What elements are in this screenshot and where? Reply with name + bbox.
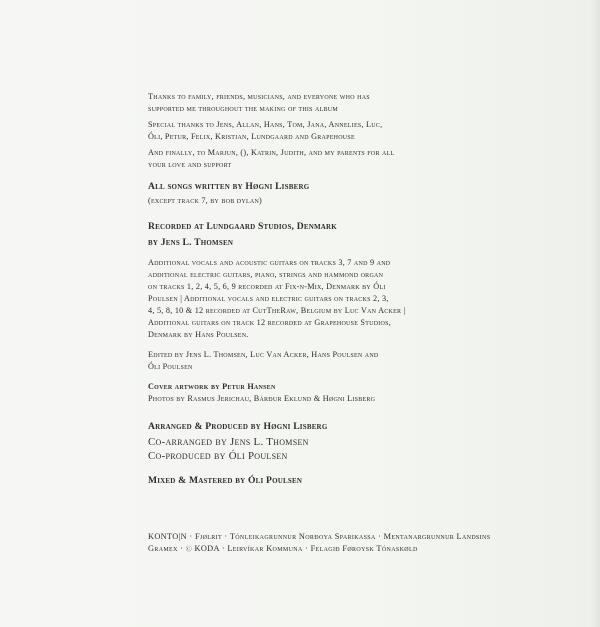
thanks-line-2: supported me throughout the making of this album [148,104,338,113]
page-edge-shadow [590,0,600,627]
co-produced-credit: Co-produced by Óli Poulsen [148,450,288,462]
arranged-produced-credit: Arranged & Produced by Høgni Lisberg [148,421,328,432]
recorded-engineer: by Jens L. Thomsen [148,237,234,248]
additional-line-5: 4, 5, 8, 10 & 12 recorded at CutTheRaw, Belgium by Luc Van Acker | [148,306,406,315]
final-thanks-line-1: And finally, to Marjun, (), Katrin, Judith, and my parents for all [148,148,395,157]
final-thanks-line-2: your love and support [148,160,232,169]
sponsors-line-2: Gramex · ⓒ KODA · Leirvíkar Kommuna · Felagið Føroysk Tónaskøld [148,544,418,553]
edited-line-1: Edited by Jens L. Thomsen, Luc Van Acker, Hans Poulsen and [148,350,379,359]
thanks-line-1: Thanks to family, friends, musicians, and everyone who has [148,92,370,101]
recorded-credit: Recorded at Lundgaard Studios, Denmark [148,221,337,232]
sponsors-line-1: KONTO|N · Fjølrit · Tónleikagrunnur Norðoya Sparikassa · Mentanargrunnur Landsins [148,532,491,541]
additional-line-7: Denmark by Hans Poulsen. [148,330,249,339]
additional-line-2: additional electric guitars, piano, strings and hammond organ [148,270,384,279]
special-thanks-line-2: Óli, Petur, Felix, Kristian, Lundgaard and Grapehouse [148,132,355,141]
special-thanks-line-1: Special thanks to Jens, Allan, Hans, Tom, Jana, Annelies, Luc, [148,120,383,129]
mixed-mastered-credit: Mixed & Mastered by Óli Poulsen [148,475,303,486]
cover-artwork-credit: Cover artwork by Petur Hansen [148,382,276,391]
songs-written-credit: All songs written by Høgni Lisberg [148,181,310,192]
additional-line-3: on tracks 1, 2, 4, 5, 6, 9 recorded at Fix-n-Mix, Denmark by Óli [148,282,386,291]
edited-line-2: Óli Poulsen [148,362,193,371]
co-arranged-credit: Co-arranged by Jens L. Thomsen [148,436,309,448]
additional-line-4: Poulsen | Additional vocals and electric guitars on tracks 2, 3, [148,294,389,303]
additional-line-6: Additional guitars on track 12 recorded at Grapehouse Studios, [148,318,392,327]
photos-credit: Photos by Rasmus Jerichau, Bárður Eklund & Høgni Lisberg [148,394,376,403]
songs-written-note: (except track 7, by bob dylan) [148,196,262,205]
additional-line-1: Additional vocals and acoustic guitars on tracks 3, 7 and 9 and [148,258,391,267]
